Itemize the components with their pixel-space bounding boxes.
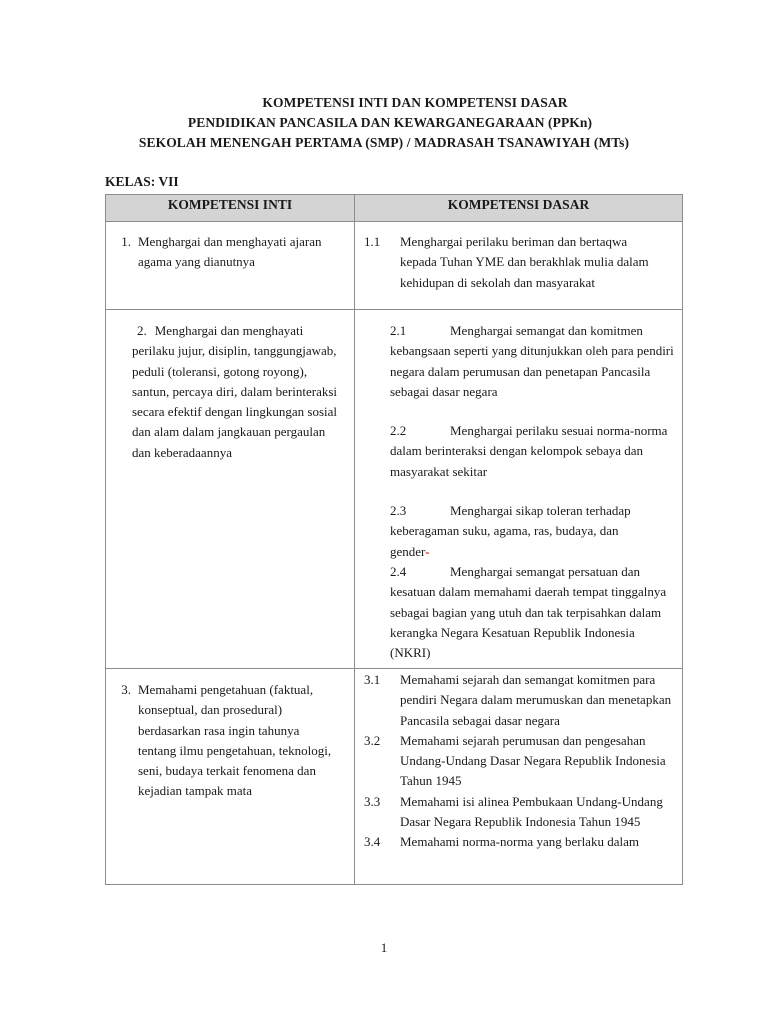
page-number: 1 — [380, 940, 388, 955]
ki-text: Menghargai dan menghayati ajaran agama yang dianutnya — [138, 234, 322, 270]
kd-number: 2.1 — [390, 323, 407, 338]
kd-number: 3.2 — [364, 732, 381, 748]
kd-text: Memahami norma-norma yang berlaku dalam — [400, 834, 639, 850]
class-label: KELAS: VII — [105, 174, 179, 189]
kd-number: 2.4 — [390, 563, 407, 579]
kd-cell — [355, 310, 683, 669]
kd-text: Memahami isi alinea Pembukaan Undang-Undang Dasar Negara Republik Indonesia Tahun 1945 — [400, 793, 663, 830]
kd-text: Memahami sejarah dan semangat komitmen para pendiri Negara dalam merumuskan dan menetapkan Pancasila sebagai dasar negara — [400, 672, 672, 728]
kd-number: 3.4 — [364, 834, 381, 850]
ki-cell — [106, 222, 355, 310]
title-line-2: PENDIDIKAN PANCASILA DAN KEWARGANEGARAAN (PPKn) — [187, 115, 593, 130]
title-line-3: SEKOLAH MENENGAH PERTAMA (SMP) / MADRASAH TSANAWIYAH (MTs) — [138, 135, 630, 150]
kd-item — [355, 832, 682, 852]
header-kompetensi-dasar: KOMPETENSI DASAR — [355, 195, 683, 222]
kd-item — [355, 501, 682, 562]
kd-number: 3.1 — [364, 672, 381, 687]
ki-number: 1. — [121, 234, 131, 249]
revision-mark: - — [425, 543, 430, 559]
document-title — [0, 93, 768, 153]
kd-number: 2.3 — [390, 503, 407, 519]
kd-text: Menghargai semangat dan komitmen kebangsaan seperti yang ditunjukkan oleh para pendiri negara dalam perumusan dan penetapan Pancasila sebagai dasar negara — [390, 323, 674, 399]
kd-text: Menghargai perilaku sesuai norma-norma dalam berinteraksi dengan kelompok sebaya dan masyarakat sekitar — [390, 423, 668, 479]
ki-text: Memahami pengetahuan (faktual, konseptual, dan prosedural) berdasarkan rasa ingin tahunya tentang ilmu pengetahuan, teknologi, seni, budaya terkait fenomena dan kejadian tampak mata — [138, 682, 332, 799]
kd-number: 2.2 — [390, 423, 407, 439]
kd-text: Menghargai sikap toleran terhadap keberagaman suku, agama, ras, budaya, dan gender — [390, 503, 631, 559]
kd-cell — [355, 222, 683, 310]
table-row — [106, 669, 683, 885]
kd-item — [355, 562, 682, 663]
kd-item — [355, 670, 682, 731]
kd-text: Memahami sejarah perumusan dan pengesahan Undang-Undang Dasar Negara Republik Indonesia Tahun 1945 — [400, 732, 666, 789]
ki-number: 2. — [137, 323, 147, 338]
ki-text: Menghargai dan menghayati perilaku jujur, disiplin, tanggungjawab, peduli (toleransi, gotong royong), santun, percaya diri, dalam berinteraksi secara efektif dengan lingkungan sosial dan alam dalam jangkauan pergaulan dan keberadaannya — [132, 323, 338, 460]
kd-text: Menghargai perilaku beriman dan bertaqwa kepada Tuhan YME dan berakhlak mulia dalam kehidupan di sekolah dan masyarakat — [400, 234, 649, 290]
kd-text: Menghargai semangat persatuan dan kesatuan dalam memahami daerah tempat tinggalnya sebagai bagian yang utuh dan tak terpisahkan dalam kerangka Negara Kesatuan Republik Indonesia (NKRI) — [390, 563, 667, 661]
table-header-row — [106, 195, 683, 222]
table-row — [106, 222, 683, 310]
ki-number: 3. — [121, 682, 131, 697]
kd-number: 1.1 — [364, 234, 381, 249]
kd-number: 3.3 — [364, 793, 381, 809]
competency-table — [105, 194, 683, 885]
kd-item — [355, 792, 682, 833]
kd-item — [355, 421, 682, 482]
kd-cell — [355, 669, 683, 885]
kd-item — [355, 731, 682, 792]
table-row — [106, 310, 683, 669]
ki-cell — [106, 669, 355, 885]
kd-item — [355, 321, 682, 402]
ki-cell — [106, 310, 355, 669]
title-line-1: KOMPETENSI INTI DAN KOMPETENSI DASAR — [262, 95, 568, 110]
header-kompetensi-inti: KOMPETENSI INTI — [106, 195, 355, 222]
